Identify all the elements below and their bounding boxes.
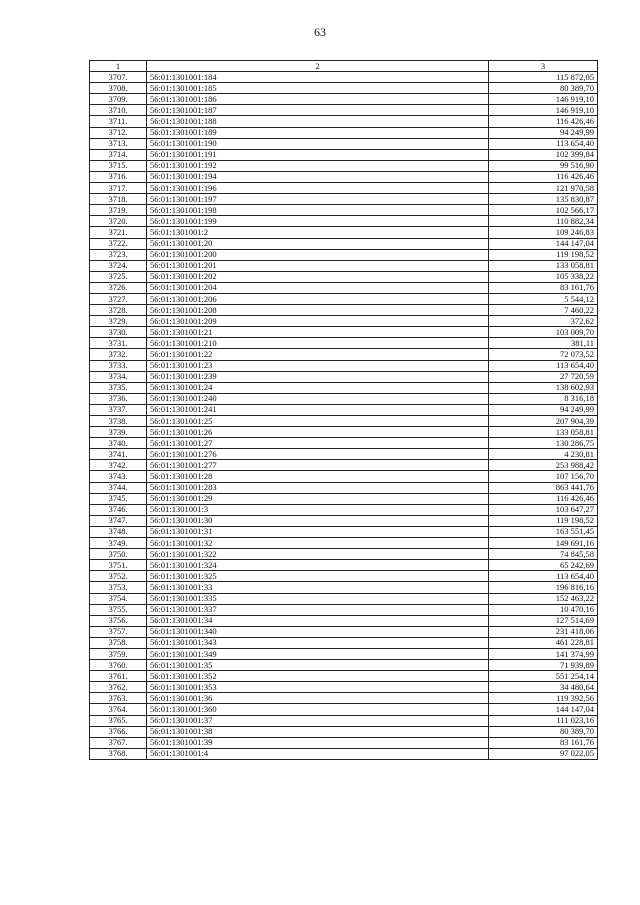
- table-row: [90, 72, 598, 83]
- row-number: 3728.: [90, 305, 147, 316]
- cadastral-number: 56:01:1301001:24: [147, 382, 489, 393]
- table-row: [90, 637, 598, 648]
- row-number: 3742.: [90, 460, 147, 471]
- table-row: [90, 249, 598, 260]
- row-number: 3737.: [90, 404, 147, 415]
- table-row: [90, 460, 598, 471]
- cadastral-number: 56:01:1301001:28: [147, 471, 489, 482]
- row-number: 3711.: [90, 116, 147, 127]
- cadastral-number: 56:01:1301001:277: [147, 460, 489, 471]
- cadastral-value: 110 882,34: [489, 216, 598, 227]
- row-number: 3720.: [90, 216, 147, 227]
- cadastral-value: 74 845,58: [489, 549, 598, 560]
- table-row: [90, 205, 598, 216]
- cadastral-number: 56:01:1301001:239: [147, 371, 489, 382]
- row-number: 3714.: [90, 149, 147, 160]
- cadastral-number: 56:01:1301001:23: [147, 360, 489, 371]
- table-row: [90, 615, 598, 626]
- cadastral-number: 56:01:1301001:22: [147, 349, 489, 360]
- row-number: 3718.: [90, 194, 147, 205]
- row-number: 3731.: [90, 338, 147, 349]
- row-number: 3747.: [90, 515, 147, 526]
- cadastral-value: 372,62: [489, 316, 598, 327]
- cadastral-number: 56:01:1301001:337: [147, 604, 489, 615]
- table-row: [90, 404, 598, 415]
- cadastral-value: 119 198,52: [489, 515, 598, 526]
- cadastral-number: 56:01:1301001:4: [147, 748, 489, 759]
- cadastral-number: 56:01:1301001:202: [147, 271, 489, 282]
- cadastral-value: 152 463,22: [489, 593, 598, 604]
- table-row: [90, 238, 598, 249]
- table-row: [90, 493, 598, 504]
- cadastral-number: 56:01:1301001:200: [147, 249, 489, 260]
- table-row: [90, 327, 598, 338]
- table-row: [90, 127, 598, 138]
- row-number: 3732.: [90, 349, 147, 360]
- table-body: [90, 72, 598, 760]
- cadastral-value: 27 720,59: [489, 371, 598, 382]
- table-row: [90, 138, 598, 149]
- table-row: [90, 183, 598, 194]
- table-row: [90, 282, 598, 293]
- row-number: 3730.: [90, 327, 147, 338]
- cadastral-value: 103 647,27: [489, 504, 598, 515]
- table-row: [90, 471, 598, 482]
- cadastral-value: 94 249,99: [489, 404, 598, 415]
- cadastral-number: 56:01:1301001:184: [147, 72, 489, 83]
- row-number: 3743.: [90, 471, 147, 482]
- cadastral-number: 56:01:1301001:34: [147, 615, 489, 626]
- cadastral-number: 56:01:1301001:32: [147, 538, 489, 549]
- cadastral-number: 56:01:1301001:2: [147, 227, 489, 238]
- cadastral-value: 119 198,52: [489, 249, 598, 260]
- cadastral-value: 10 470,16: [489, 604, 598, 615]
- cadastral-value: 144 147,04: [489, 238, 598, 249]
- table-row: [90, 526, 598, 537]
- cadastral-number: 56:01:1301001:360: [147, 704, 489, 715]
- table-row: [90, 449, 598, 460]
- table-row: [90, 438, 598, 449]
- row-number: 3760.: [90, 660, 147, 671]
- cadastral-number: 56:01:1301001:186: [147, 94, 489, 105]
- table-row: [90, 482, 598, 493]
- cadastral-value: 103 009,70: [489, 327, 598, 338]
- cadastral-number: 56:01:1301001:349: [147, 648, 489, 659]
- cadastral-number: 56:01:1301001:324: [147, 560, 489, 571]
- cadastral-number: 56:01:1301001:31: [147, 526, 489, 537]
- cadastral-value: 127 514,69: [489, 615, 598, 626]
- table-row: [90, 682, 598, 693]
- table-row: [90, 338, 598, 349]
- row-number: 3754.: [90, 593, 147, 604]
- cadastral-value: 80 389,70: [489, 83, 598, 94]
- cadastral-number: 56:01:1301001:33: [147, 582, 489, 593]
- table-row: [90, 748, 598, 759]
- row-number: 3752.: [90, 571, 147, 582]
- table-row: [90, 704, 598, 715]
- cadastral-value: 115 872,05: [489, 72, 598, 83]
- cadastral-number: 56:01:1301001:187: [147, 105, 489, 116]
- row-number: 3716.: [90, 171, 147, 182]
- table-row: [90, 316, 598, 327]
- cadastral-value: 133 058,81: [489, 427, 598, 438]
- cadastral-number: 56:01:1301001:194: [147, 171, 489, 182]
- row-number: 3727.: [90, 293, 147, 304]
- row-number: 3725.: [90, 271, 147, 282]
- row-number: 3707.: [90, 72, 147, 83]
- row-number: 3719.: [90, 205, 147, 216]
- row-number: 3739.: [90, 427, 147, 438]
- row-number: 3712.: [90, 127, 147, 138]
- cadastral-number: 56:01:1301001:208: [147, 305, 489, 316]
- row-number: 3761.: [90, 671, 147, 682]
- row-number: 3751.: [90, 560, 147, 571]
- cadastral-value: 83 161,76: [489, 282, 598, 293]
- cadastral-number: 56:01:1301001:192: [147, 160, 489, 171]
- row-number: 3733.: [90, 360, 147, 371]
- cadastral-number: 56:01:1301001:29: [147, 493, 489, 504]
- cadastral-value: 116 426,46: [489, 171, 598, 182]
- cadastral-value: 163 551,45: [489, 526, 598, 537]
- cadastral-value: 146 919,10: [489, 105, 598, 116]
- cadastral-number: 56:01:1301001:27: [147, 438, 489, 449]
- cadastral-value: 65 242,69: [489, 560, 598, 571]
- cadastral-value: 130 286,75: [489, 438, 598, 449]
- row-number: 3722.: [90, 238, 147, 249]
- cadastral-value: 196 816,16: [489, 582, 598, 593]
- table-row: [90, 271, 598, 282]
- row-number: 3744.: [90, 482, 147, 493]
- cadastral-value: 144 147,04: [489, 704, 598, 715]
- table-row: [90, 660, 598, 671]
- row-number: 3717.: [90, 183, 147, 194]
- cadastral-value: 253 988,42: [489, 460, 598, 471]
- cadastral-value: 381,11: [489, 338, 598, 349]
- cadastral-number: 56:01:1301001:335: [147, 593, 489, 604]
- cadastral-value: 105 338,22: [489, 271, 598, 282]
- table-row: [90, 293, 598, 304]
- cadastral-value: 135 830,87: [489, 194, 598, 205]
- row-number: 3721.: [90, 227, 147, 238]
- row-number: 3753.: [90, 582, 147, 593]
- table-row: [90, 648, 598, 659]
- cadastral-value: 207 904,39: [489, 416, 598, 427]
- row-number: 3762.: [90, 682, 147, 693]
- row-number: 3726.: [90, 282, 147, 293]
- table-row: [90, 349, 598, 360]
- cadastral-value: 4 230,81: [489, 449, 598, 460]
- cadastral-number: 56:01:1301001:343: [147, 637, 489, 648]
- cadastral-number: 56:01:1301001:35: [147, 660, 489, 671]
- cadastral-value: 5 544,12: [489, 293, 598, 304]
- cadastral-number: 56:01:1301001:340: [147, 626, 489, 637]
- cadastral-number: 56:01:1301001:188: [147, 116, 489, 127]
- cadastral-value: 113 654,40: [489, 571, 598, 582]
- cadastral-number: 56:01:1301001:201: [147, 260, 489, 271]
- cadastral-number: 56:01:1301001:3: [147, 504, 489, 515]
- row-number: 3755.: [90, 604, 147, 615]
- row-number: 3766.: [90, 726, 147, 737]
- table-row: [90, 737, 598, 748]
- table-row: [90, 582, 598, 593]
- cadastral-number: 56:01:1301001:30: [147, 515, 489, 526]
- table-row: [90, 216, 598, 227]
- table-row: [90, 382, 598, 393]
- table-row: [90, 726, 598, 737]
- cadastral-value: 34 480,64: [489, 682, 598, 693]
- table-row: [90, 427, 598, 438]
- cadastral-value: 146 919,10: [489, 94, 598, 105]
- cadastral-number: 56:01:1301001:197: [147, 194, 489, 205]
- table-row: [90, 571, 598, 582]
- cadastral-number: 56:01:1301001:39: [147, 737, 489, 748]
- table-row: [90, 671, 598, 682]
- cadastral-value: 149 691,16: [489, 538, 598, 549]
- cadastral-number: 56:01:1301001:209: [147, 316, 489, 327]
- cadastral-value: 138 602,93: [489, 382, 598, 393]
- cadastral-number: 56:01:1301001:352: [147, 671, 489, 682]
- cadastral-value: 107 156,70: [489, 471, 598, 482]
- cadastral-number: 56:01:1301001:283: [147, 482, 489, 493]
- cadastral-value: 8 316,18: [489, 393, 598, 404]
- row-number: 3746.: [90, 504, 147, 515]
- row-number: 3748.: [90, 526, 147, 537]
- row-number: 3713.: [90, 138, 147, 149]
- cadastral-value: 133 058,81: [489, 260, 598, 271]
- cadastral-number: 56:01:1301001:25: [147, 416, 489, 427]
- cadastral-value: 7 460,22: [489, 305, 598, 316]
- cadastral-value: 119 392,56: [489, 693, 598, 704]
- page-number: 63: [314, 25, 326, 39]
- cadastral-number: 56:01:1301001:210: [147, 338, 489, 349]
- row-number: 3709.: [90, 94, 147, 105]
- row-number: 3763.: [90, 693, 147, 704]
- table-row: [90, 538, 598, 549]
- table-row: [90, 604, 598, 615]
- cadastral-value: 111 023,16: [489, 715, 598, 726]
- cadastral-number: 56:01:1301001:191: [147, 149, 489, 160]
- cadastral-value: 102 399,84: [489, 149, 598, 160]
- cadastral-number: 56:01:1301001:241: [147, 404, 489, 415]
- table-row: [90, 105, 598, 116]
- table-row: [90, 504, 598, 515]
- cadastral-number: 56:01:1301001:190: [147, 138, 489, 149]
- row-number: 3745.: [90, 493, 147, 504]
- row-number: 3758.: [90, 637, 147, 648]
- column-header-2: 2: [147, 61, 489, 72]
- row-number: 3736.: [90, 393, 147, 404]
- table-row: [90, 305, 598, 316]
- row-number: 3756.: [90, 615, 147, 626]
- cadastral-number: 56:01:1301001:204: [147, 282, 489, 293]
- table-row: [90, 715, 598, 726]
- cadastral-number: 56:01:1301001:20: [147, 238, 489, 249]
- table-row: [90, 116, 598, 127]
- table-row: [90, 626, 598, 637]
- table-row: [90, 171, 598, 182]
- row-number: 3738.: [90, 416, 147, 427]
- row-number: 3757.: [90, 626, 147, 637]
- cadastral-number: 56:01:1301001:189: [147, 127, 489, 138]
- table-row: [90, 549, 598, 560]
- row-number: 3741.: [90, 449, 147, 460]
- table-row: [90, 416, 598, 427]
- table-header-row: [90, 61, 598, 72]
- cadastral-value-table: [89, 60, 598, 760]
- table-row: [90, 260, 598, 271]
- cadastral-number: 56:01:1301001:240: [147, 393, 489, 404]
- cadastral-value: 863 441,76: [489, 482, 598, 493]
- cadastral-value: 97 022,05: [489, 748, 598, 759]
- cadastral-number: 56:01:1301001:196: [147, 183, 489, 194]
- cadastral-number: 56:01:1301001:38: [147, 726, 489, 737]
- cadastral-value: 116 426,46: [489, 116, 598, 127]
- cadastral-value: 113 654,40: [489, 138, 598, 149]
- cadastral-value: 83 161,76: [489, 737, 598, 748]
- column-header-3: 3: [489, 61, 598, 72]
- row-number: 3750.: [90, 549, 147, 560]
- cadastral-value: 99 516,90: [489, 160, 598, 171]
- cadastral-number: 56:01:1301001:21: [147, 327, 489, 338]
- cadastral-number: 56:01:1301001:26: [147, 427, 489, 438]
- cadastral-value: 231 418,06: [489, 626, 598, 637]
- row-number: 3708.: [90, 83, 147, 94]
- cadastral-value: 461 228,81: [489, 637, 598, 648]
- table-row: [90, 227, 598, 238]
- row-number: 3723.: [90, 249, 147, 260]
- row-number: 3765.: [90, 715, 147, 726]
- table-row: [90, 371, 598, 382]
- row-number: 3764.: [90, 704, 147, 715]
- row-number: 3729.: [90, 316, 147, 327]
- cadastral-value: 109 246,83: [489, 227, 598, 238]
- cadastral-value: 71 939,89: [489, 660, 598, 671]
- cadastral-number: 56:01:1301001:198: [147, 205, 489, 216]
- cadastral-value: 551 254,14: [489, 671, 598, 682]
- cadastral-number: 56:01:1301001:37: [147, 715, 489, 726]
- table-row: [90, 593, 598, 604]
- row-number: 3710.: [90, 105, 147, 116]
- table-row: [90, 94, 598, 105]
- table-row: [90, 160, 598, 171]
- table-row: [90, 83, 598, 94]
- row-number: 3740.: [90, 438, 147, 449]
- cadastral-value: 121 970,58: [489, 183, 598, 194]
- cadastral-number: 56:01:1301001:325: [147, 571, 489, 582]
- cadastral-number: 56:01:1301001:185: [147, 83, 489, 94]
- row-number: 3724.: [90, 260, 147, 271]
- cadastral-value: 141 374,99: [489, 648, 598, 659]
- cadastral-number: 56:01:1301001:36: [147, 693, 489, 704]
- table-row: [90, 393, 598, 404]
- table-row: [90, 194, 598, 205]
- cadastral-value: 102 566,17: [489, 205, 598, 216]
- cadastral-number: 56:01:1301001:322: [147, 549, 489, 560]
- cadastral-value: 94 249,99: [489, 127, 598, 138]
- table-row: [90, 560, 598, 571]
- table-row: [90, 360, 598, 371]
- cadastral-value: 113 654,40: [489, 360, 598, 371]
- cadastral-number: 56:01:1301001:206: [147, 293, 489, 304]
- table-row: [90, 693, 598, 704]
- row-number: 3734.: [90, 371, 147, 382]
- row-number: 3749.: [90, 538, 147, 549]
- cadastral-value: 80 389,70: [489, 726, 598, 737]
- cadastral-value: 72 073,52: [489, 349, 598, 360]
- row-number: 3715.: [90, 160, 147, 171]
- table-row: [90, 149, 598, 160]
- cadastral-number: 56:01:1301001:199: [147, 216, 489, 227]
- cadastral-number: 56:01:1301001:353: [147, 682, 489, 693]
- cadastral-number: 56:01:1301001:276: [147, 449, 489, 460]
- column-header-1: 1: [90, 61, 147, 72]
- row-number: 3768.: [90, 748, 147, 759]
- cadastral-value: 116 426,46: [489, 493, 598, 504]
- row-number: 3735.: [90, 382, 147, 393]
- table-row: [90, 515, 598, 526]
- row-number: 3767.: [90, 737, 147, 748]
- row-number: 3759.: [90, 648, 147, 659]
